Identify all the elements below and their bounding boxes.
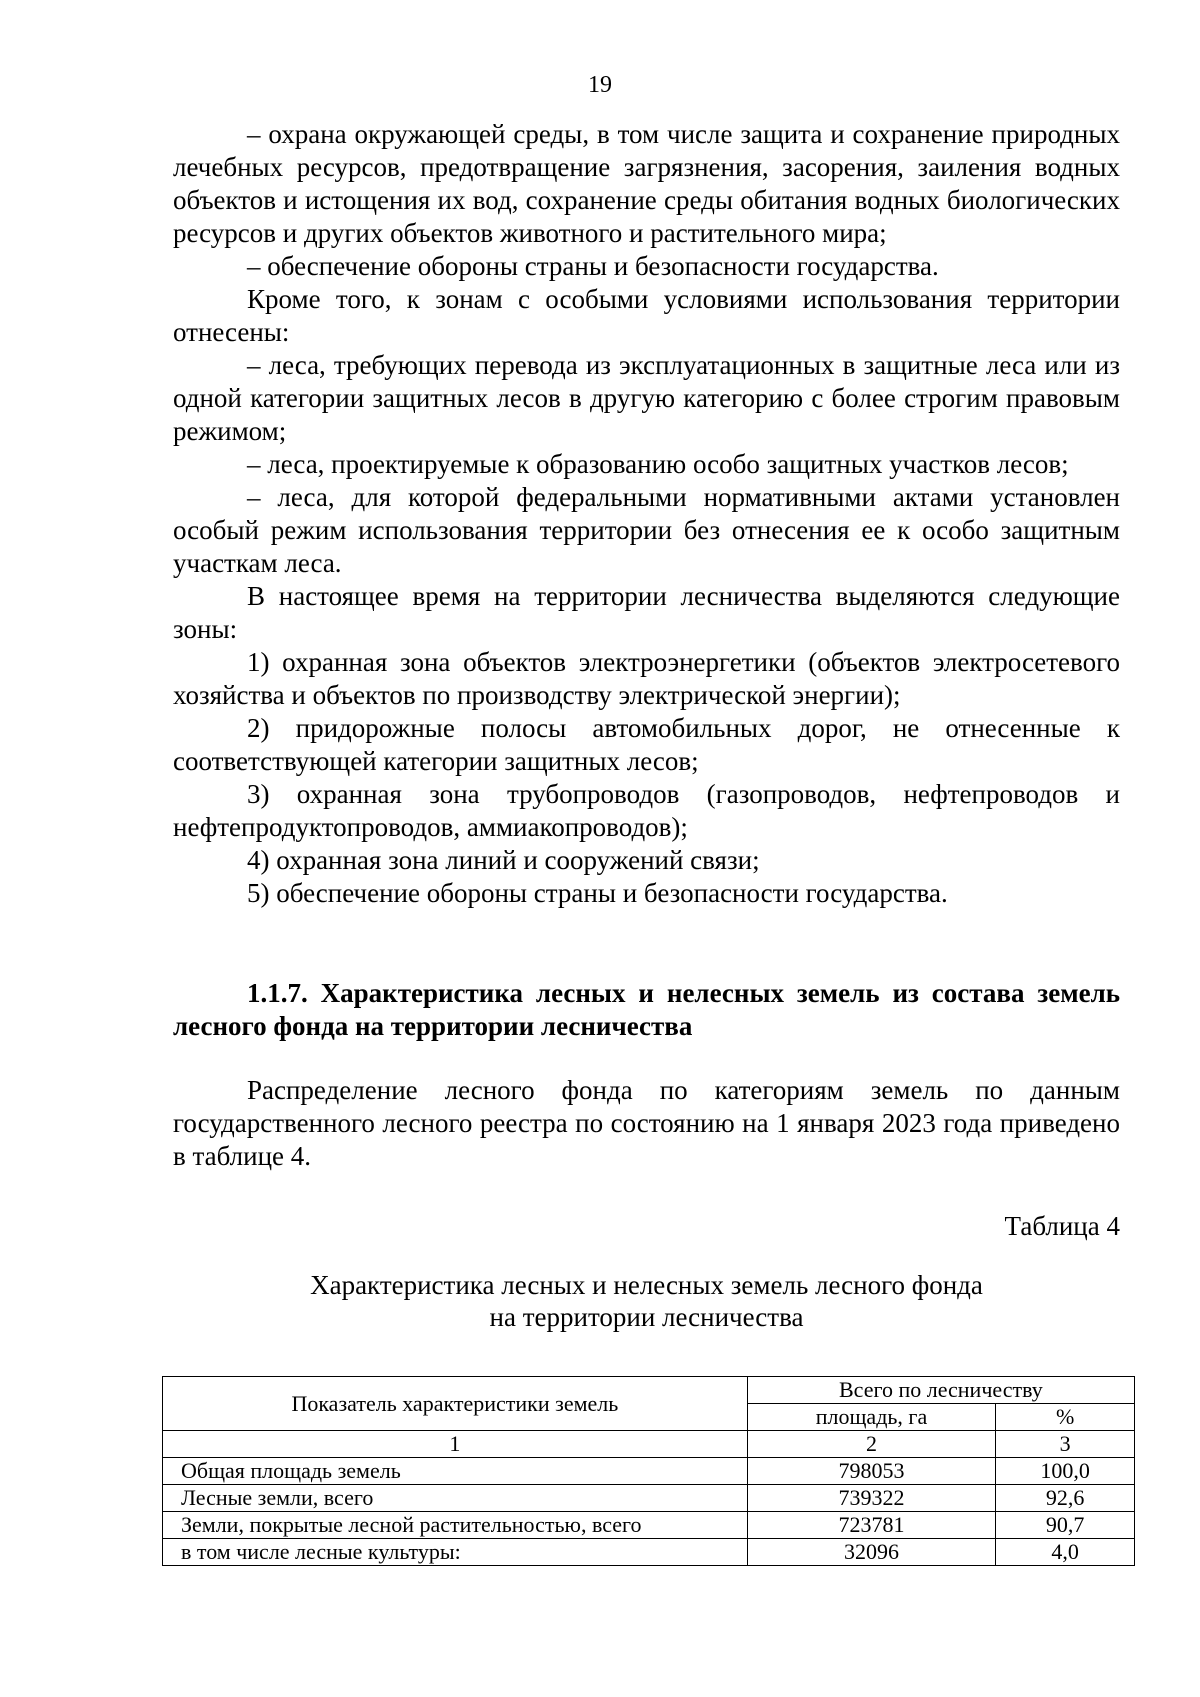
section-heading: 1.1.7. Характеристика лесных и нелесных земель из состава земель лесного фонда на территории лесничества bbox=[173, 978, 1120, 1041]
paragraph-special-zones: Кроме того, к зонам с особыми условиями использования территории отнесены: bbox=[173, 284, 1120, 347]
row-name: Общая площадь земель bbox=[163, 1458, 748, 1485]
body-text bbox=[173, 118, 1120, 1333]
column-number: 3 bbox=[996, 1431, 1135, 1458]
row-name: Земли, покрытые лесной растительностью, всего bbox=[163, 1512, 748, 1539]
table-header-row bbox=[163, 1377, 1135, 1404]
paragraph-defense: – обеспечение обороны страны и безопасности государства. bbox=[247, 251, 939, 281]
header-indicator: Показатель характеристики земель bbox=[163, 1377, 748, 1431]
land-characteristics-table bbox=[162, 1376, 1135, 1566]
row-name: в том числе лесные культуры: bbox=[163, 1539, 748, 1566]
table-caption bbox=[173, 1269, 1120, 1333]
list-item-zone-5: 5) обеспечение обороны страны и безопасности государства. bbox=[247, 878, 948, 908]
paragraph-protected-areas: – леса, проектируемые к образованию особо защитных участков лесов; bbox=[247, 449, 1069, 479]
header-total: Всего по лесничеству bbox=[747, 1377, 1134, 1404]
page-number: 19 bbox=[588, 72, 612, 98]
table-row bbox=[163, 1512, 1135, 1539]
row-percent: 4,0 bbox=[996, 1539, 1135, 1566]
column-number: 2 bbox=[747, 1431, 996, 1458]
table-label: Таблица 4 bbox=[1004, 1211, 1120, 1241]
table-caption-line-1: Характеристика лесных и нелесных земель лесного фонда bbox=[310, 1270, 983, 1300]
table-row bbox=[163, 1539, 1135, 1566]
column-number: 1 bbox=[163, 1431, 748, 1458]
row-area: 739322 bbox=[747, 1485, 996, 1512]
section-paragraph: Распределение лесного фонда по категориям земель по данным государственного лесного реестра по состоянию на 1 января 2023 года приведено в таблице 4. bbox=[173, 1075, 1120, 1171]
header-percent: % bbox=[996, 1404, 1135, 1431]
list-item-zone-3: 3) охранная зона трубопроводов (газопроводов, нефтепроводов и нефтепродуктопроводов, аммиакопроводов); bbox=[173, 779, 1120, 842]
row-percent: 92,6 bbox=[996, 1485, 1135, 1512]
row-percent: 100,0 bbox=[996, 1458, 1135, 1485]
header-area: площадь, га bbox=[747, 1404, 996, 1431]
table-row bbox=[163, 1485, 1135, 1512]
table-row bbox=[163, 1458, 1135, 1485]
row-area: 798053 bbox=[747, 1458, 996, 1485]
paragraph-environment: – охрана окружающей среды, в том числе защита и сохранение природных лечебных ресурсов, предотвращение загрязнения, засорения, заиления водных объектов и истощения их вод, сохранение среды обитания водных биологических ресурсов и других объектов животного и растительного мира; bbox=[173, 119, 1120, 248]
table-column-numbers-row bbox=[163, 1431, 1135, 1458]
table-caption-line-2: на территории лесничества bbox=[489, 1302, 804, 1332]
list-item-zone-2: 2) придорожные полосы автомобильных дорог, не отнесенные к соответствующей категории защитных лесов; bbox=[173, 713, 1120, 776]
paragraph-federal-acts: – леса, для которой федеральными нормативными актами установлен особый режим использования территории без отнесения ее к особо защитным участкам леса. bbox=[173, 482, 1120, 578]
paragraph-forest-transfer: – леса, требующих перевода из эксплуатационных в защитные леса или из одной категории защитных лесов в другую категорию с более строгим правовым режимом; bbox=[173, 350, 1120, 446]
list-item-zone-4: 4) охранная зона линий и сооружений связи; bbox=[247, 845, 760, 875]
row-percent: 90,7 bbox=[996, 1512, 1135, 1539]
row-area: 723781 bbox=[747, 1512, 996, 1539]
row-name: Лесные земли, всего bbox=[163, 1485, 748, 1512]
row-area: 32096 bbox=[747, 1539, 996, 1566]
paragraph-current-zones: В настоящее время на территории лесничества выделяются следующие зоны: bbox=[173, 581, 1120, 644]
list-item-zone-1: 1) охранная зона объектов электроэнергетики (объектов электросетевого хозяйства и объектов по производству электрической энергии); bbox=[173, 647, 1120, 710]
